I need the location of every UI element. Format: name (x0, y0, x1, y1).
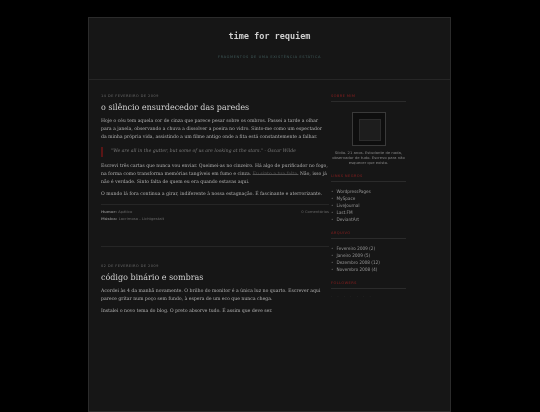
profile-heading: SOBRE MIM (331, 94, 406, 102)
post-paragraph (101, 163, 329, 188)
post-date: 02 DE FEVEREIRO DE 2009 (101, 263, 159, 268)
post-paragraph: O mundo lá fora continua a girar, indiferente à nossa estagnação. É fascinante e aterrorizante. (101, 192, 323, 198)
post-date: 14 DE FEVEREIRO DE 2009 (101, 94, 159, 98)
main-column (101, 94, 329, 320)
avatar[interactable] (352, 112, 386, 146)
music-value: Lacrimosa - Lichtgestalt (118, 215, 165, 221)
mood-value: Apático (118, 208, 133, 214)
sidebar-link-myspace[interactable]: • MySpace (331, 195, 406, 202)
followers-list: · · · · · · · (331, 293, 373, 299)
struck-text: Eu sinto a tua falta. (252, 172, 299, 178)
post-separator (101, 246, 329, 247)
archive-item[interactable]: • Novembro 2008 (4) (331, 266, 406, 273)
sidebar-link-deviantart[interactable]: • DeviantArt (331, 216, 406, 223)
profile-block (331, 94, 406, 166)
blog-description: FRAGMENTOS DE UMA EXISTÊNCIA ESTÁTICA (217, 55, 322, 59)
post-quote: "We are all in the gutter, but some of us are looking at the stars." - Oscar Wilde (101, 147, 329, 157)
blog-title[interactable]: time for requiem (228, 32, 311, 42)
mood-label: Humor: (101, 208, 117, 214)
post-paragraph: Acordei às 4 da manhã novamente. O brilho do monitor é a única luz no quarto. Escrever aqui parece gritar num poço sem fundo, à espera de um eco que nunca chega. (101, 288, 321, 302)
sidebar (331, 94, 406, 307)
avatar-image (359, 119, 381, 141)
post-title[interactable]: o silêncio ensurdecedor das paredes (101, 103, 250, 112)
post-paragraph: Instalei o novo tema do blog. O preto absorve tudo. É assim que deve ser. (101, 309, 273, 315)
links-block (331, 174, 406, 223)
blog-header (89, 18, 450, 80)
followers-block (331, 281, 406, 299)
sidebar-link-lastfm[interactable]: • Last.FM (331, 209, 406, 216)
profile-text: Sildio. 21 anos. Estudante de nada, observador de tudo. Escrevo para não esquecer que existo. (332, 150, 405, 166)
links-list (331, 188, 406, 223)
post-footer (101, 204, 329, 222)
post-body (101, 118, 329, 200)
archive-item[interactable]: • Dezembro 2008 (12) (331, 259, 406, 266)
post-body (101, 288, 329, 317)
post-paragraph: Hoje o céu tem aquela cor de cinza que parece pesar sobre os ombros. Passei a tarde a olhar para a janela, observando a chuva a dissolver a poeira no vidro. Sinto-me como um espectador da minha própria vida, assistindo a um filme antigo onde a fita está constantemente a falhar. (101, 119, 322, 141)
post (101, 264, 329, 317)
archive-heading: ARQUIVO (331, 231, 406, 239)
sidebar-link-livejournal[interactable]: • LiveJournal (331, 202, 406, 209)
post-title[interactable]: código binário e sombras (101, 272, 204, 282)
links-heading: LINKS NEGROS (331, 174, 406, 182)
followers-heading: FOLLOWERS (331, 281, 406, 289)
archive-block (331, 231, 406, 273)
comments-link[interactable]: 0 Comentários (301, 208, 329, 214)
post (101, 94, 329, 222)
post-text: Escrevi três cartas que nunca vou enviar. Queimei-as no cinzeiro. Há algo de purificador no fogo, na forma como transforma memórias tangíveis em fumo e cinza. (101, 163, 328, 178)
blog-container (88, 17, 451, 412)
post-text: Não, isso já não é verdade. Sinto falta de quem eu era quando estavas aqui. (101, 172, 327, 186)
sidebar-link-wordpress[interactable]: • WordpressPages (331, 188, 406, 195)
music-label: Música: (101, 215, 118, 221)
archive-list (331, 245, 406, 273)
archive-item[interactable]: • Fevereiro 2009 (2) (331, 245, 406, 252)
archive-item[interactable]: • Janeiro 2009 (5) (331, 252, 406, 259)
